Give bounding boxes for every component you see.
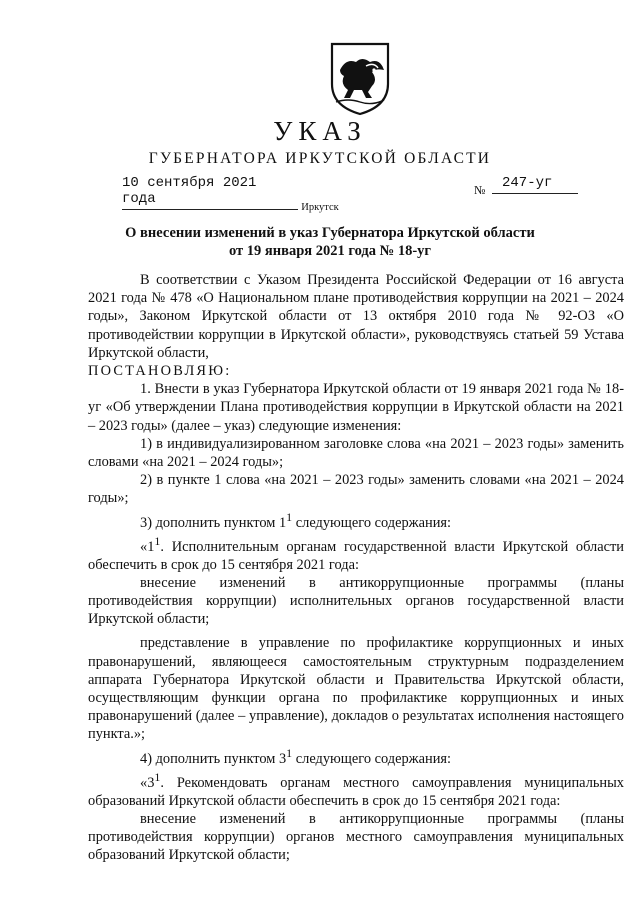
irkutsk-coat-of-arms-icon [326,40,394,116]
paragraph-1-1: 1) в индивидуализированном заголовке слова «на 2021 – 2023 годы» заменить словами «на 2021 – 2024 годы»; [88,435,624,471]
quote-1-item-b: представление в управление по профилактике коррупционных и иных правонарушений, являющееся самостоятельным структурным подразделением аппарата Губернатора Иркутской области и Правительства Иркутской области, осуществляющим функции органа по профилактике коррупционных и иных правонарушений (далее – управление), докладов о результатах исполнения настоящего пункта.»; [88,635,624,743]
paragraph-1-4: 4) дополнить пунктом $3^1$ следующего содержания: [140,745,452,767]
decree-number: 247-уг [492,175,578,194]
heading-line-1: О внесении изменений в указ Губернатора Иркутской области [125,225,535,241]
paragraph-1: 1. Внести в указ Губернатора Иркутской области от 19 января 2021 года № 18-уг «Об утверждении Плана противодействия коррупции в Иркутской области на 2021 – 2023 годы» (далее – указ) следующие изменения: [88,381,624,434]
decree-heading [100,224,560,260]
quote-1: «$1^1$. Исполнительным органам государственной власти Иркутской области обеспечить в срок до 15 сентября 2021 года: [88,533,624,573]
decree-date: 10 сентября 2021 года [122,175,298,210]
document-title: УКАЗ [273,116,367,146]
quote-2: «$3^1$. Рекомендовать органам местного самоуправления муниципальных образований Иркутской области обеспечить в срок до 15 сентября 2021 года: [88,769,624,809]
paragraph-1-2: 2) в пункте 1 слова «на 2021 – 2023 годы» заменить словами «на 2021 – 2024 годы»; [88,472,624,507]
decree-body [88,271,624,864]
quote-1-item-a: внесение изменений в антикоррупционные программы (планы противодействия коррупции) исполнительных органов государственной власти Иркутской области; [88,574,624,628]
heading-line-2: от 19 января 2021 года № 18-уг [229,243,431,259]
quote-2-item-a: внесение изменений в антикоррупционные программы (планы противодействия коррупции) органов местного самоуправления муниципальных образований Иркутской области; [88,810,624,864]
document-subtitle: ГУБЕРНАТОРА ИРКУТСКОЙ ОБЛАСТИ [148,150,492,167]
paragraph-1-3: 3) дополнить пунктом $1^1$ следующего содержания: [140,509,452,531]
preamble-paragraph: В соответствии с Указом Президента Российской Федерации от 16 августа 2021 года № 478 «О Национальном плане противодействия коррупции на 2021 – 2024 годы», Законом Иркутской области от 13 октября 2010 года № 92-ОЗ «О противодействии коррупции в Иркутской области», руководствуясь статьей 59 Устава Иркутской области, [88,272,624,361]
decree-city: Иркутск [301,202,339,213]
decree-word: ПОСТАНОВЛЯЮ: [88,363,232,380]
decree-number-label: № [474,183,486,197]
